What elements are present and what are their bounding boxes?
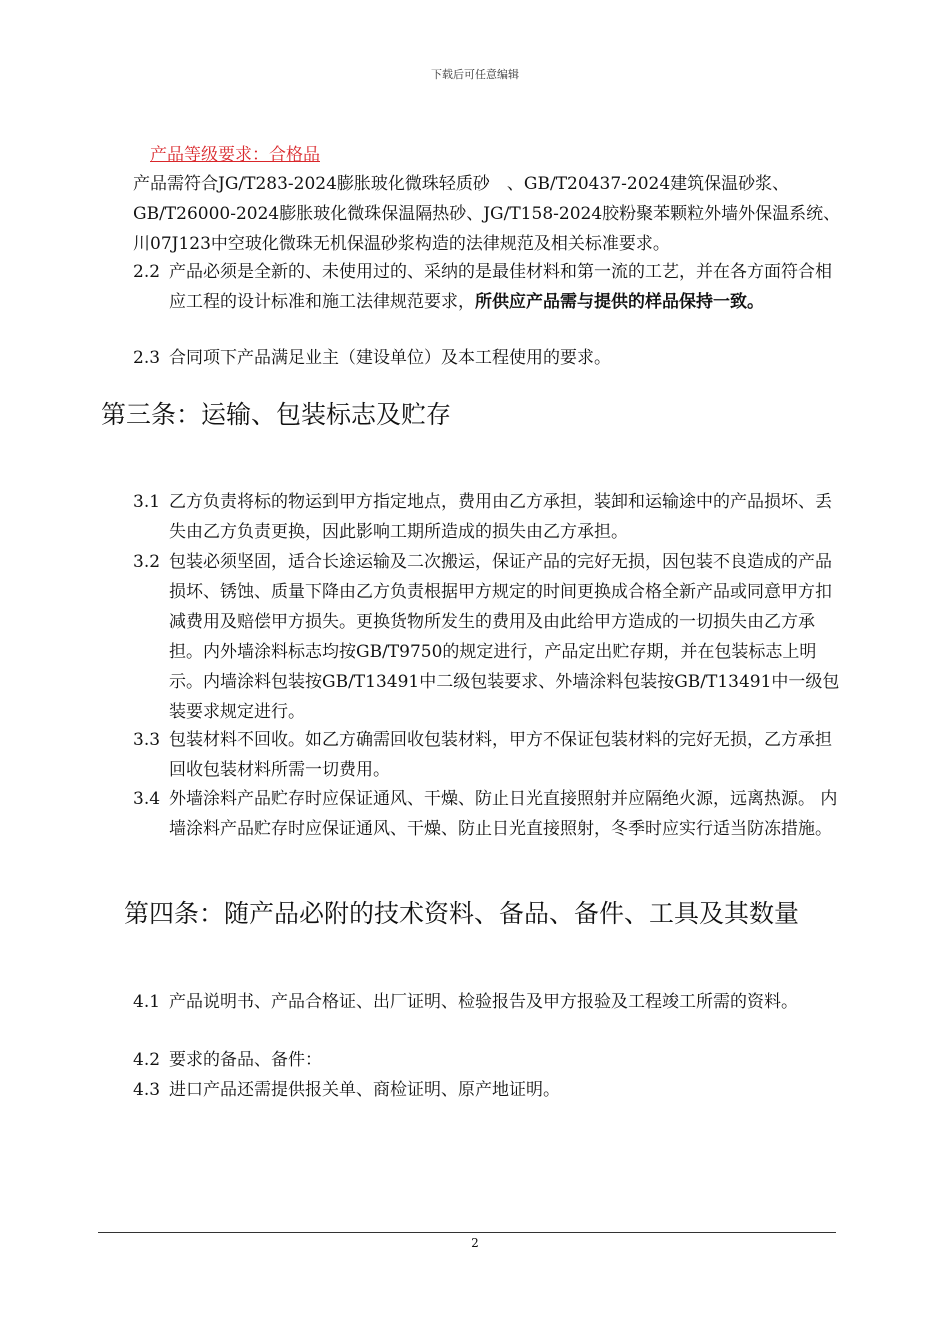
- clause-3-1: [133, 487, 848, 547]
- grade-requirement: 产品等级要求：合格品: [150, 145, 320, 165]
- clause-text: 包装材料不回收。如乙方确需回收包装材料，甲方不保证包装材料的完好无损，乙方承担回收包装材料所需一切费用。: [169, 730, 832, 780]
- clause-text: 包装必须坚固，适合长途运输及二次搬运，保证产品的完好无损，因包装不良造成的产品损坏、锈蚀、质量下降由乙方负责根据甲方规定的时间更换成合格全新产品或同意甲方扣减费用及赔偿甲方损失。更换货物所发生的费用及由此给甲方造成的一切损失由乙方承担。内外墙涂料标志均按GB/T9750的规定进行，产品定出贮存期，并在包装标志上明示。内墙涂料包装按GB/T13491中二级包装要求、外墙涂料包装按GB/T13491中一级包装要求规定进行。: [169, 552, 840, 722]
- clause-number: 2.2: [133, 262, 161, 282]
- clause-text: 进口产品还需提供报关单、商检证明、原产地证明。: [169, 1080, 560, 1100]
- clause-4-3: [133, 1075, 848, 1105]
- section-4-heading: 第四条：随产品必附的技术资料、备品、备件、工具及其数量: [124, 899, 800, 928]
- clause-text: 产品必须是全新的、未使用过的、采纳的是最佳材料和第一流的工艺，并在各方面符合相应工程的设计标准和施工法律规范要求，所供应产品需与提供的样品保持一致。: [169, 262, 832, 312]
- clause-number: 3.2: [133, 552, 161, 572]
- clause-number: 2.3: [133, 348, 161, 368]
- clause-2-2: [133, 257, 848, 317]
- clause-3-3: [133, 725, 848, 785]
- clause-text: 乙方负责将标的物运到甲方指定地点，费用由乙方承担，装卸和运输途中的产品损坏、丢失由乙方负责更换，因此影响工期所造成的损失由乙方承担。: [169, 492, 832, 542]
- footer-divider: [98, 1232, 836, 1233]
- clause-number: 4.3: [133, 1080, 161, 1100]
- clause-4-1: [133, 987, 848, 1017]
- clause-4-2: [133, 1045, 848, 1075]
- clause-number: 3.3: [133, 730, 161, 750]
- page-number: 2: [471, 1236, 479, 1250]
- clause-text: 要求的备品、备件：: [169, 1050, 322, 1070]
- header-note: 下载后可任意编辑: [431, 68, 519, 81]
- clause-text: 外墙涂料产品贮存时应保证通风、干燥、防止日光直接照射并应隔绝火源，远离热源。 内墙涂料产品贮存时应保证通风、干燥、防止日光直接照射，冬季时应实行适当防冻措施。: [169, 789, 838, 839]
- clause-number: 3.4: [133, 789, 161, 809]
- intro-paragraph: 产品需符合JG/T283-2024膨胀玻化微珠轻质砂 、GB/T20437-2024建筑保温砂浆、GB/T26000-2024膨胀玻化微珠保温隔热砂、JG/T158-2024胶粉聚苯颗粒外墙外保温系统、川07J123中空玻化微珠无机保温砂浆构造的法律规范及相关标准要求。: [133, 174, 841, 254]
- clause-2-3: [133, 343, 848, 373]
- section-3-heading: 第三条：运输、包装标志及贮存: [101, 400, 452, 429]
- clause-text: 合同项下产品满足业主（建设单位）及本工程使用的要求。: [169, 348, 611, 368]
- clause-3-4: [133, 784, 848, 844]
- clause-number: 3.1: [133, 492, 161, 512]
- clause-bold-text: 所供应产品需与提供的样品保持一致。: [475, 292, 764, 312]
- clause-number: 4.1: [133, 992, 161, 1012]
- clause-3-2: [133, 547, 848, 727]
- clause-number: 4.2: [133, 1050, 161, 1070]
- clause-text: 产品说明书、产品合格证、出厂证明、检验报告及甲方报验及工程竣工所需的资料。: [169, 992, 798, 1012]
